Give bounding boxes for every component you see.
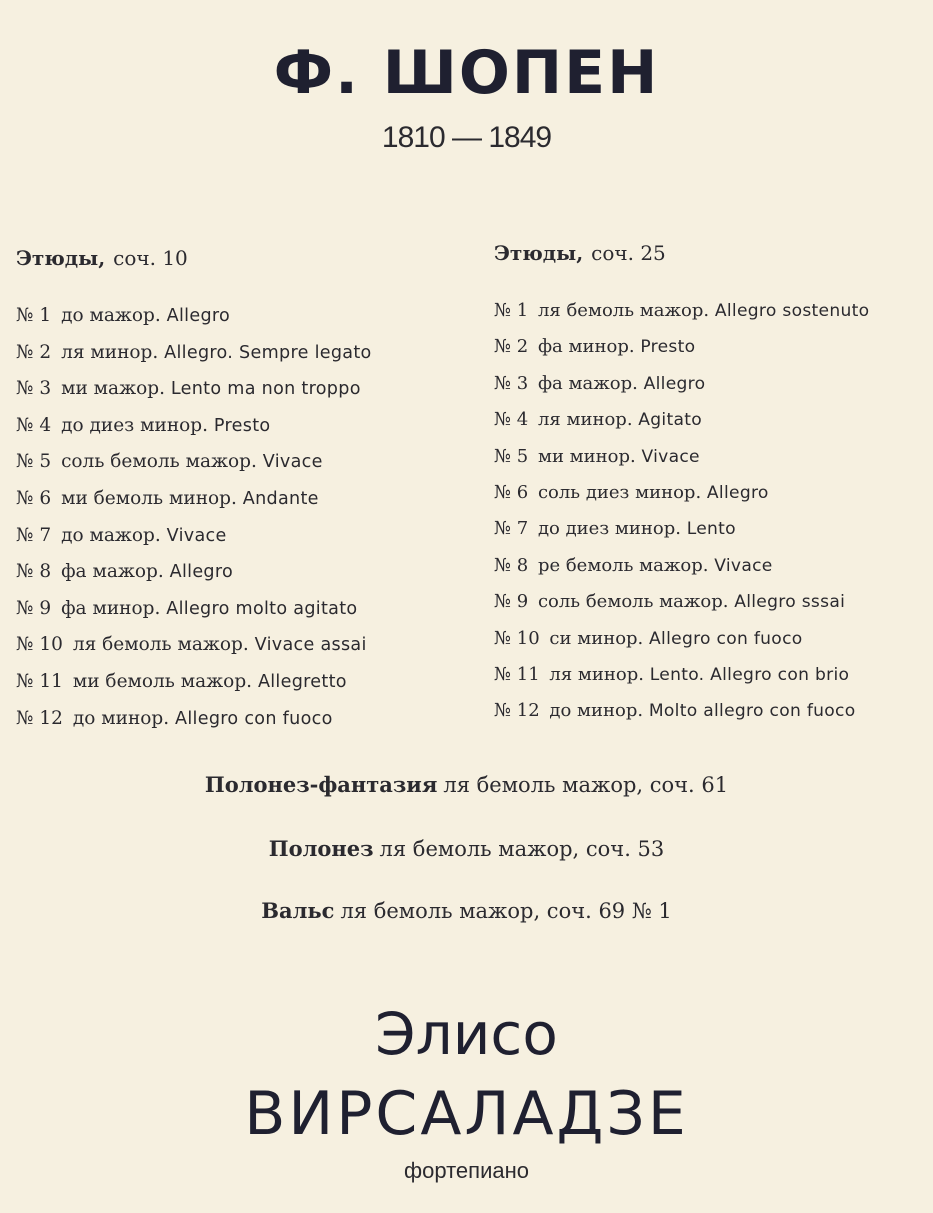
list-item: [494, 366, 929, 402]
item-tempo: Allegro. Sempre legato: [164, 342, 372, 363]
work-details: ля бемоль мажор, соч. 53: [379, 837, 665, 861]
list-item: [494, 621, 929, 657]
list-item: [494, 402, 929, 438]
item-tempo: Vivace: [262, 452, 323, 473]
etudes-op25-title: Этюды,: [494, 241, 584, 265]
list-item: [16, 371, 466, 408]
item-key: ля минор.: [549, 664, 644, 686]
list-item: [16, 554, 466, 591]
item-tempo: Vivace assai: [254, 635, 367, 656]
etudes-op25-column: [494, 238, 929, 730]
etudes-op10-list: [16, 298, 466, 737]
list-item: [494, 548, 929, 584]
other-work-polonaise-fantasy: [0, 772, 933, 797]
work-details: ля бемоль мажор, соч. 61: [443, 773, 729, 797]
item-tempo: Vivace: [641, 446, 700, 467]
item-key: фа мажор.: [537, 372, 638, 394]
item-number: № 4: [494, 409, 529, 431]
item-number: № 5: [494, 445, 529, 467]
item-key: соль бемоль мажор.: [537, 591, 729, 613]
etudes-op10-opus: соч. 10: [113, 246, 188, 270]
composer-name: Ф. ШОПЕН: [273, 38, 660, 108]
item-tempo: Lento ma non troppo: [170, 379, 361, 400]
item-number: № 11: [16, 670, 63, 692]
item-tempo: Allegro: [706, 483, 769, 504]
item-number: № 9: [16, 597, 52, 619]
item-number: № 6: [494, 482, 529, 504]
item-number: № 7: [494, 518, 529, 540]
list-item: [494, 693, 929, 729]
item-key: до минор.: [72, 707, 170, 729]
item-key: ля бемоль мажор.: [537, 300, 710, 321]
item-key: до диез минор.: [537, 518, 681, 540]
list-item: [16, 518, 466, 555]
item-number: № 7: [16, 524, 52, 546]
item-tempo: Agitato: [638, 410, 703, 431]
list-item: [16, 591, 466, 628]
item-tempo: Presto: [640, 337, 696, 358]
item-key: ми мажор.: [61, 378, 165, 400]
list-item: [16, 481, 466, 518]
item-tempo: Lento: [686, 519, 736, 540]
etudes-op10-title: Этюды,: [16, 246, 106, 270]
item-tempo: Allegretto: [257, 671, 347, 692]
item-key: соль диез минор.: [537, 482, 702, 504]
item-key: до мажор.: [61, 524, 161, 546]
item-key: ми бемоль мажор.: [72, 670, 253, 692]
item-key: до мажор.: [61, 305, 161, 326]
etudes-op10-heading: [16, 243, 466, 273]
work-title: Полонез-фантазия: [204, 772, 438, 797]
item-key: ре бемоль мажор.: [537, 554, 709, 576]
item-number: № 2: [16, 341, 52, 363]
item-number: № 12: [494, 700, 540, 722]
item-tempo: Allegro: [643, 373, 706, 394]
item-number: № 6: [16, 487, 52, 509]
etudes-op25-list: [494, 293, 929, 730]
item-number: № 8: [16, 561, 52, 583]
other-work-waltz: [0, 898, 933, 923]
list-item: [16, 408, 466, 445]
etudes-op10-column: [16, 243, 466, 737]
item-tempo: Allegro sostenuto: [714, 301, 870, 321]
item-tempo: Lento. Allegro con brio: [649, 665, 850, 686]
other-work-polonaise: [0, 836, 933, 861]
item-number: № 3: [16, 378, 52, 400]
item-number: № 4: [16, 414, 52, 436]
item-tempo: Allegro: [169, 562, 234, 583]
item-tempo: Allegro molto agitato: [166, 598, 358, 619]
etudes-op25-opus: соч. 25: [591, 241, 666, 265]
work-title: Вальс: [261, 898, 335, 923]
work-title: Полонез: [268, 836, 374, 861]
performer-last-name: ВИРСАЛАДЗЕ: [244, 1079, 689, 1149]
item-number: № 10: [494, 627, 540, 649]
item-number: № 2: [494, 336, 529, 358]
item-tempo: Vivace: [714, 555, 773, 576]
item-key: си минор.: [549, 627, 644, 649]
item-key: ми минор.: [537, 445, 636, 467]
item-key: фа минор.: [61, 597, 161, 619]
list-item: [16, 664, 466, 701]
item-number: № 10: [16, 634, 63, 656]
item-key: ми бемоль минор.: [61, 487, 237, 509]
item-key: соль бемоль мажор.: [61, 451, 257, 473]
work-details: ля бемоль мажор, соч. 69 № 1: [340, 899, 672, 923]
performer-first-name: Элисо: [375, 1000, 558, 1068]
item-tempo: Presto: [213, 415, 271, 436]
item-key: ля минор.: [537, 409, 633, 431]
item-number: № 3: [494, 372, 529, 394]
etudes-op25-heading: [494, 238, 929, 268]
item-key: фа мажор.: [61, 561, 164, 583]
item-number: № 8: [494, 554, 529, 576]
item-tempo: Allegro: [166, 306, 231, 326]
item-key: до диез минор.: [61, 414, 209, 436]
list-item: [494, 439, 929, 475]
list-item: [494, 293, 929, 329]
item-number: № 5: [16, 451, 52, 473]
item-tempo: Allegro sssai: [734, 592, 846, 613]
item-number: № 9: [494, 591, 529, 613]
list-item: [16, 627, 466, 664]
item-number: № 12: [16, 707, 63, 729]
list-item: [16, 335, 466, 372]
item-tempo: Allegro con fuoco: [649, 628, 803, 649]
list-item: [16, 701, 466, 738]
item-key: ля минор.: [61, 341, 159, 363]
item-number: № 1: [494, 300, 529, 321]
item-tempo: Allegro con fuoco: [175, 708, 333, 729]
list-item: [494, 584, 929, 620]
item-key: до минор.: [549, 700, 644, 722]
list-item: [16, 444, 466, 481]
performer-instrument: фортепиано: [404, 1158, 529, 1183]
list-item: [494, 511, 929, 547]
list-item: [494, 657, 929, 693]
item-key: ля бемоль мажор.: [72, 634, 249, 656]
item-tempo: Vivace: [166, 525, 227, 546]
list-item: [16, 298, 466, 335]
list-item: [494, 329, 929, 365]
item-tempo: Molto allegro con fuoco: [648, 701, 856, 722]
item-key: фа минор.: [537, 336, 635, 358]
composer-years: 1810 — 1849: [381, 121, 552, 154]
item-number: № 1: [16, 305, 52, 326]
item-number: № 11: [494, 664, 540, 686]
list-item: [494, 475, 929, 511]
item-tempo: Andante: [242, 488, 319, 509]
